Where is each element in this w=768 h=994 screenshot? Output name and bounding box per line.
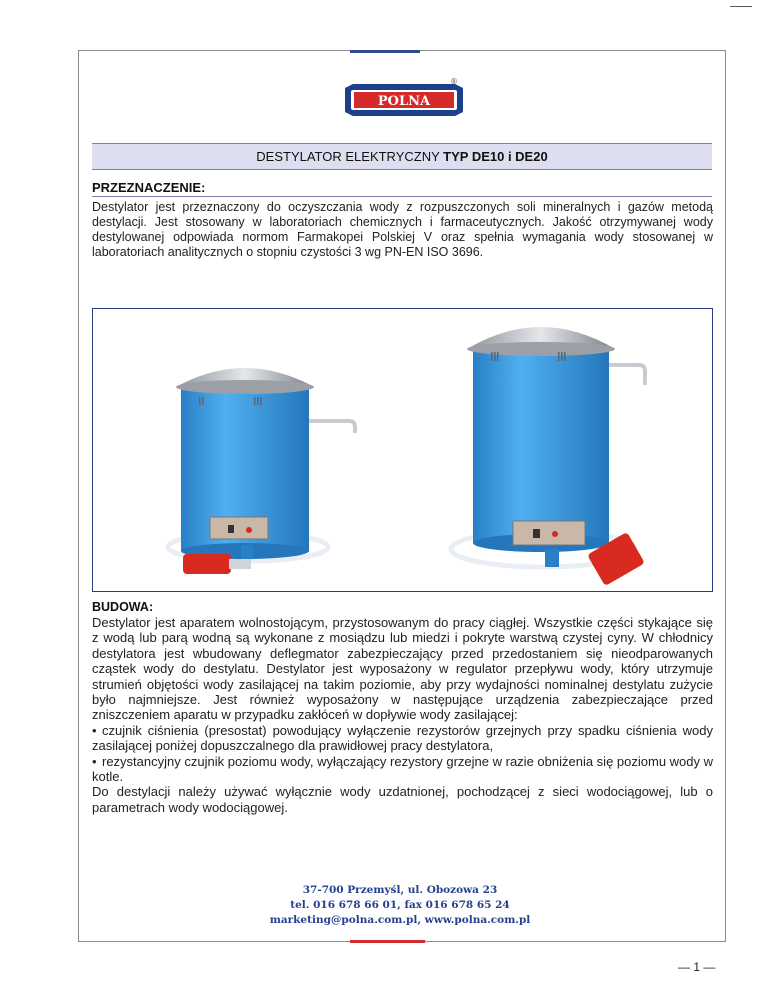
build-text (92, 615, 713, 815)
product-photo (92, 308, 713, 592)
title-prefix: DESTYLATOR ELEKTRYCZNY (256, 149, 444, 164)
bullet-item (92, 723, 713, 754)
footer-contact (200, 883, 600, 928)
build-paragraph: Destylator jest aparatem wolnostojącym, przystosowanym do pracy ciągłej. Wszystkie części stykające się z wodą lub parą wodną są wykonane z mosiądzu lub miedzi i pokryte warstwą czystej cyny. W chłodnicy destylatora jest wbudowany deflegmator zabezpieczający przed przedostaniem się nieodparowanych cząstek wody do destylatu. Destylator jest wyposażony w regulator przepływu wody, który utrzymuje strumień objętości wody zasilającej na takim poziomie, aby przy wydajności nominalnej destylatu zużycie było najmniejsze. Jest również wyposażony w następujące urządzenia zabezpieczające przed zniszczeniem aparatu w przypadku zakłóceń w dopływie wody zasilającej: (92, 615, 713, 723)
logo-text: POLNA (377, 94, 431, 109)
distiller-large (451, 327, 645, 586)
bullet-item (92, 754, 713, 785)
footer-web[interactable]: marketing@polna.com.pl, www.polna.com.pl (269, 914, 531, 926)
page-number: — 1 — (678, 960, 716, 974)
bullet-icon: • (92, 753, 97, 769)
footer-phones: tel. 016 678 66 01, fax 016 678 65 24 (290, 899, 510, 911)
title-model: TYP DE10 i DE20 (443, 149, 548, 164)
corner-mark (730, 6, 752, 7)
purpose-text: Destylator jest przeznaczony do oczyszczania wody z rozpuszczonych soli mineralnych i gazów metodą destylacji. Jest stosowany w laboratoriach chemicznych i farmaceutycznych. Jakość otrzymywanej wody destylowanej odpowiada normom Farmakopei Polskiej V oraz spełnia wymagania wody stosowanej w laboratoriach analitycznych o stopniu czystości 3 wg PN-EN ISO 3696. (92, 200, 713, 259)
bullet-text: czujnik ciśnienia (presostat) powodujący wyłączenie rezystorów grzejnych przy spadku ciśnienia wody zasilającej poniżej dopuszczalnego dla prawidłowej pracy destylatora, (92, 722, 713, 754)
build-closing: Do destylacji należy używać wyłącznie wody uzdatnionej, pochodzącej z sieci wodociągowej, lub o parametrach wody wodociągowej. (92, 784, 713, 815)
logo-registered-mark: ® (451, 77, 457, 86)
bullet-icon: • (92, 722, 97, 738)
distiller-small (168, 368, 355, 574)
distillers-illustration (93, 309, 712, 591)
bullet-text: rezystancyjny czujnik poziomu wody, wyłączający rezystory grzejne w razie obniżenia się poziomu wody w kotle. (92, 753, 714, 785)
bottom-accent-line (350, 940, 425, 943)
purpose-rule (92, 196, 712, 197)
build-heading: BUDOWA: (92, 600, 154, 614)
footer-address: 37-700 Przemyśl, ul. Obozowa 23 (302, 884, 498, 896)
top-accent-line (350, 50, 420, 53)
document-title (92, 143, 712, 170)
purpose-heading: PRZEZNACZENIE: (92, 180, 206, 195)
polna-logo (345, 84, 463, 116)
